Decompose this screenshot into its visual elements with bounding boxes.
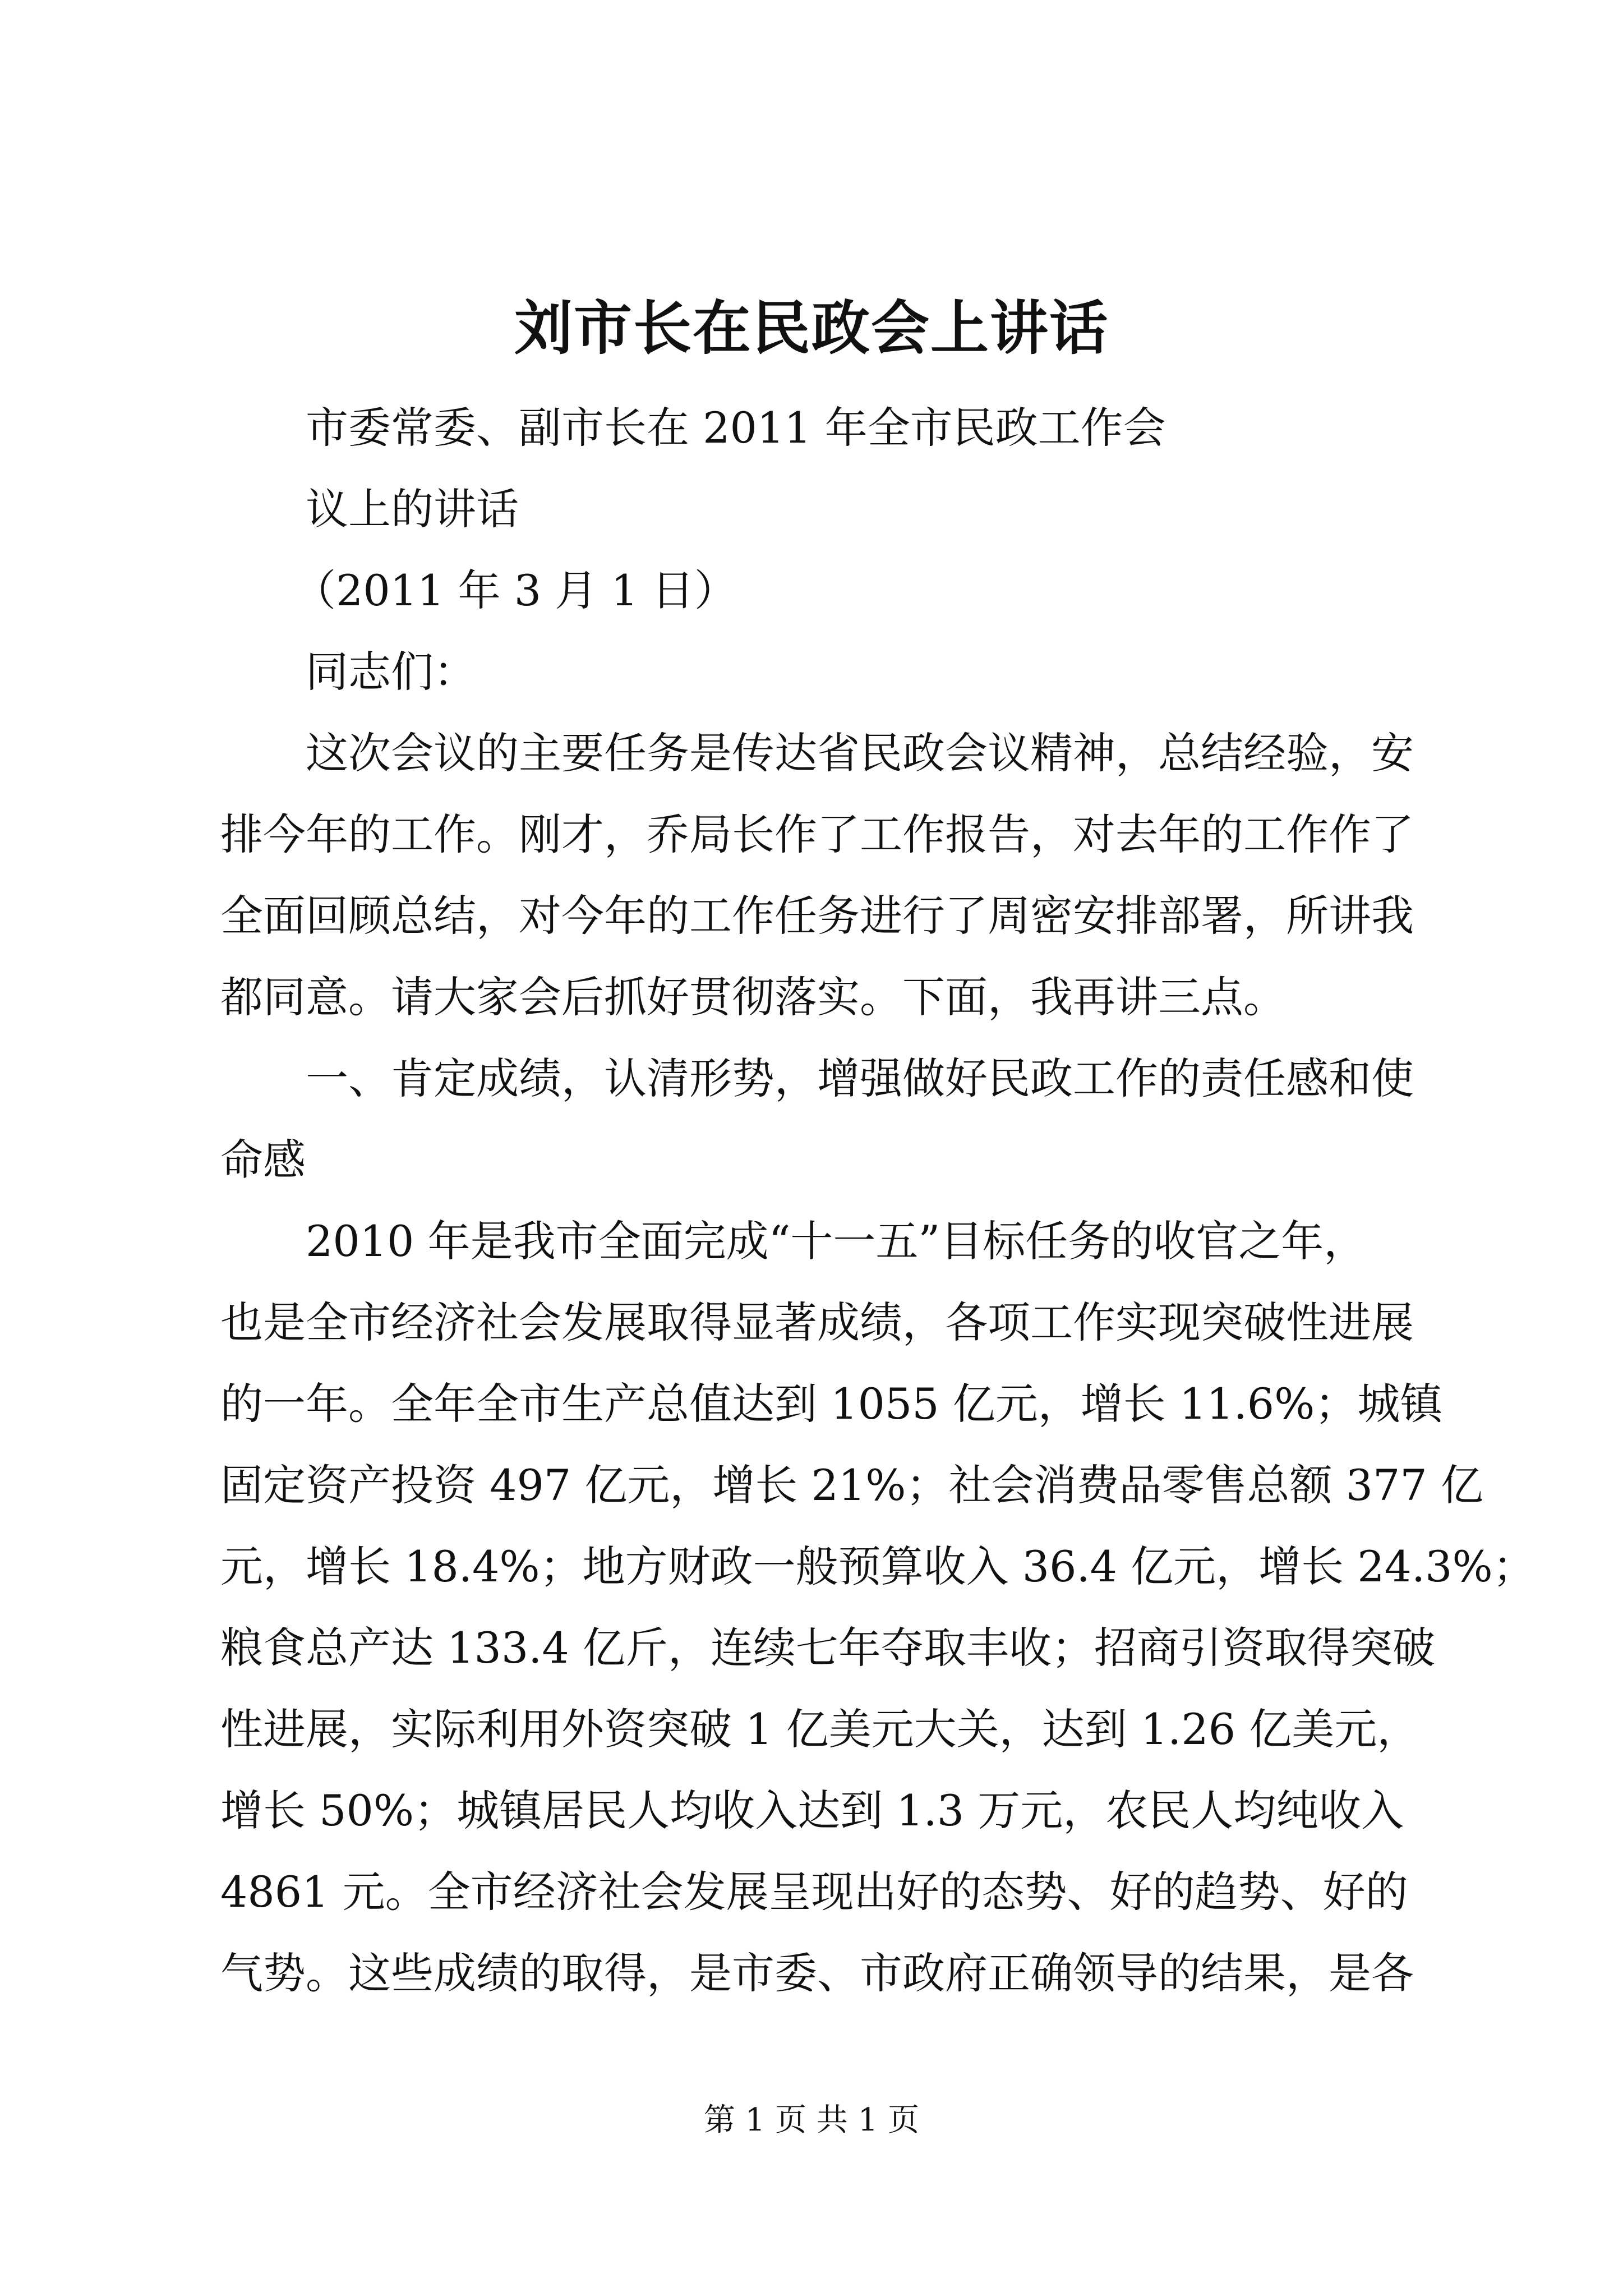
paragraph-line: 全面回顾总结，对今年的工作任务进行了周密安排部署，所讲我 — [220, 891, 1414, 941]
paragraph-line: 的一年。全年全市生产总值达到 1055 亿元，增长 11.6%；城镇 — [220, 1379, 1443, 1429]
document-title: 刘市长在民政会上讲话 — [514, 293, 1109, 362]
paragraph-line: 气势。这些成绩的取得，是市委、市政府正确领导的结果，是各 — [220, 1948, 1414, 1998]
paragraph-line: 固定资产投资 497 亿元，增长 21%；社会消费品零售总额 377 亿 — [220, 1460, 1483, 1510]
paragraph-line: 这次会议的主要任务是传达省民政会议精神，总结经验，安 — [306, 728, 1414, 778]
subtitle-line-2: 议上的讲话 — [306, 484, 519, 534]
section-heading-line: 一、肯定成绩，认清形势，增强做好民政工作的责任感和使 — [306, 1053, 1414, 1103]
salutation: 同志们： — [306, 647, 476, 697]
paragraph-line: 性进展，实际利用外资突破 1 亿美元大关，达到 1.26 亿美元， — [220, 1704, 1420, 1754]
date-line: （2011 年 3 月 1 日） — [293, 565, 737, 615]
paragraph-line: 也是全市经济社会发展取得显著成绩，各项工作实现突破性进展 — [220, 1297, 1414, 1347]
section-heading-line: 命感 — [220, 1135, 306, 1185]
subtitle-line-1: 市委常委、副市长在 2011 年全市民政工作会 — [306, 403, 1166, 453]
paragraph-line: 粮食总产达 133.4 亿斤，连续七年夺取丰收；招商引资取得突破 — [220, 1623, 1435, 1673]
paragraph-line: 2010 年是我市全面完成“十一五”目标任务的收官之年， — [306, 1216, 1367, 1266]
paragraph-line: 都同意。请大家会后抓好贯彻落实。下面，我再讲三点。 — [220, 972, 1286, 1022]
paragraph-line: 排今年的工作。刚才，乔局长作了工作报告，对去年的工作作了 — [220, 809, 1414, 859]
paragraph-line: 增长 50%；城镇居民人均收入达到 1.3 万元，农民人均纯收入 — [220, 1786, 1404, 1835]
document-body — [220, 387, 1536, 2014]
paragraph-line: 4861 元。全市经济社会发展呈现出好的态势、好的趋势、好的 — [220, 1867, 1408, 1917]
paragraph-line: 元，增长 18.4%；地方财政一般预算收入 36.4 亿元，增长 24.3%； — [220, 1542, 1536, 1591]
page-footer: 第 1 页 共 1 页 — [703, 2102, 920, 2138]
